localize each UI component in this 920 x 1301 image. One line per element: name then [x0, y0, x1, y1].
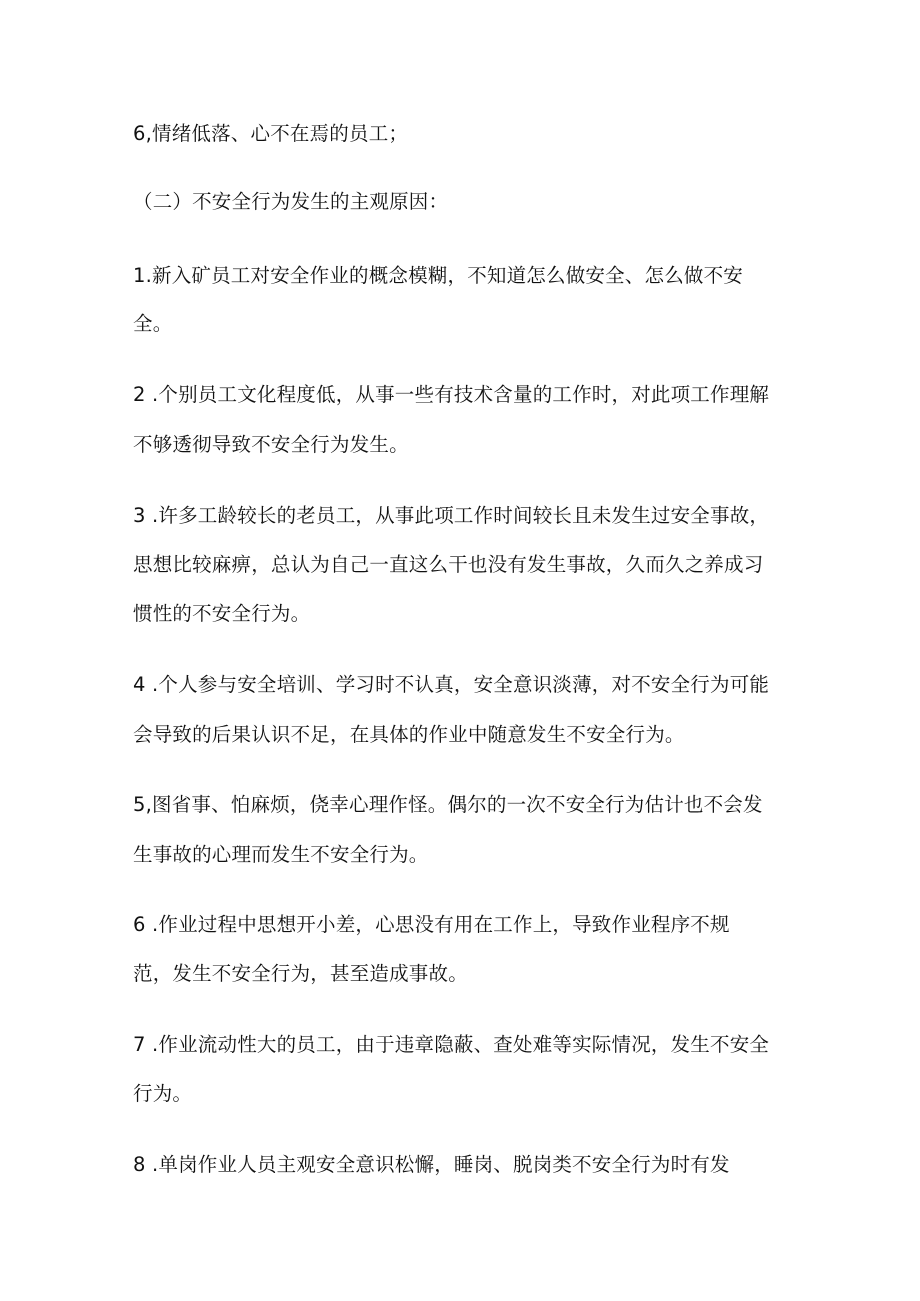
text-line: 2 .个别员工文化程度低，从事一些有技术含量的工作时，对此项工作理解: [133, 383, 770, 406]
text-line: 思想比较麻痹，总认为自己一直这么干也没有发生事故，久而久之养成习: [133, 553, 764, 576]
text-line: 范，发生不安全行为，甚至造成事故。: [133, 962, 468, 985]
text-line: 6,情绪低落、心不在焉的员工；: [133, 122, 409, 145]
text-line: 6 .作业过程中思想开小差，心思没有用在工作上，导致作业程序不规: [133, 913, 730, 936]
text-line: 3 .许多工龄较长的老员工，从事此项工作时间较长且未发生过安全事故，: [133, 504, 770, 527]
text-line: 5,图省事、怕麻烦，侥幸心理作怪。偶尔的一次不安全行为估计也不会发: [133, 793, 763, 816]
text-line: 惯性的不安全行为。: [133, 602, 311, 625]
text-line: 1.新入矿员工对安全作业的概念模糊，不知道怎么做安全、怎么做不安: [133, 264, 744, 287]
text-line: 8 .单岗作业人员主观安全意识松懈，睡岗、脱岗类不安全行为时有发: [133, 1153, 730, 1176]
text-line: 4 .个人参与安全培训、学习时不认真，安全意识淡薄，对不安全行为可能: [133, 673, 770, 696]
text-line: 全。: [133, 312, 173, 335]
text-line: 会导致的后果认识不足，在具体的作业中随意发生不安全行为。: [133, 723, 685, 746]
text-line: 不够透彻导致不安全行为发生。: [133, 433, 409, 456]
text-line: 7 .作业流动性大的员工，由于违章隐蔽、查处难等实际情况，发生不安全: [133, 1033, 770, 1056]
text-line: 行为。: [133, 1082, 193, 1105]
section-heading: （二）不安全行为发生的主观原因：: [133, 190, 449, 213]
text-line: 生事故的心理而发生不安全行为。: [133, 843, 429, 866]
